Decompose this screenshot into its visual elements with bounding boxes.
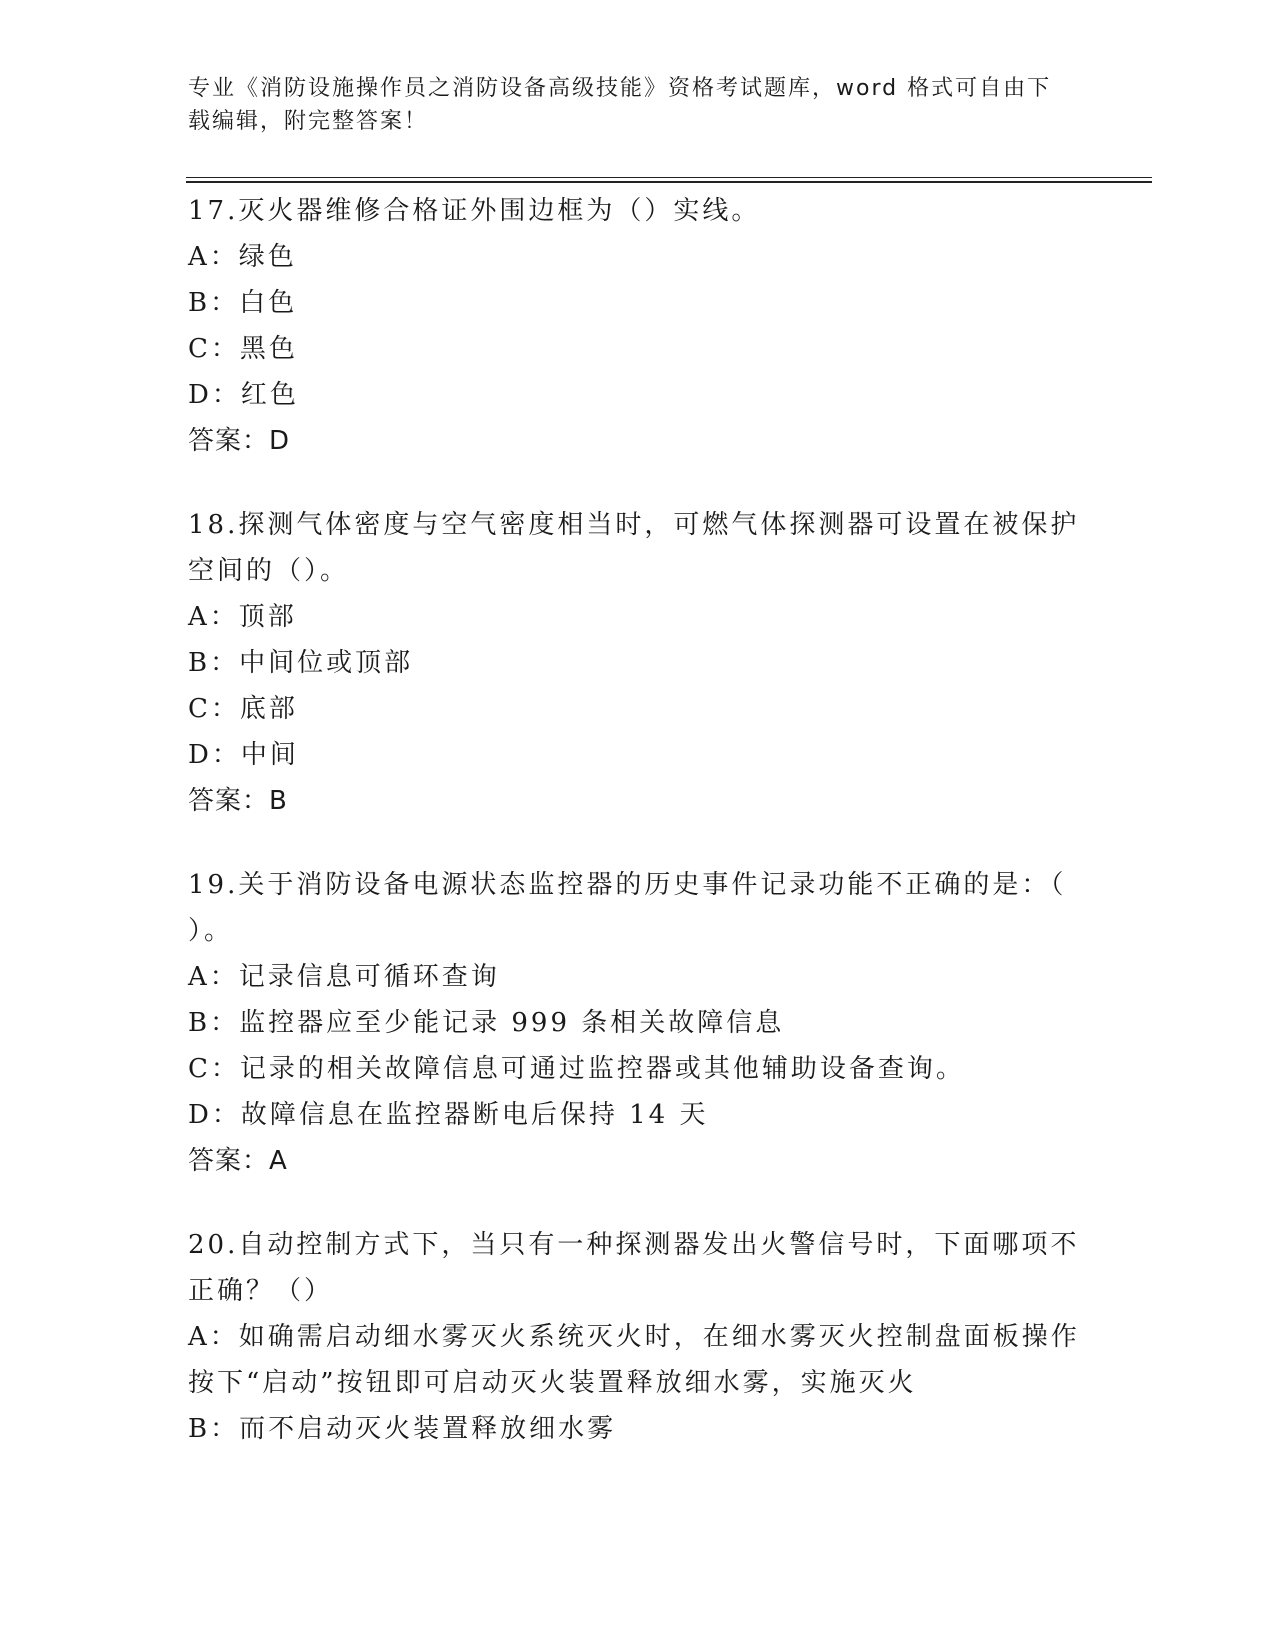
document-header <box>188 72 1078 138</box>
option-a-continued: 按下“启动”按钮即可启动灭火装置释放细水雾，实施灭火 <box>188 1368 917 1398</box>
header-divider-thin <box>186 177 1152 178</box>
option-c: C：记录的相关故障信息可通过监控器或其他辅助设备查询。 <box>188 1054 965 1084</box>
option-a: A：绿色 <box>188 242 297 272</box>
answer: 答案：A <box>188 1146 288 1176</box>
question-18 <box>188 502 1088 824</box>
option-d: D：故障信息在监控器断电后保持 14 天 <box>188 1100 709 1130</box>
option-b: B：白色 <box>188 288 298 318</box>
header-line-2: 载编辑，附完整答案！ <box>188 109 429 134</box>
question-stem-continued: 正确？（） <box>188 1276 334 1306</box>
option-d: D：红色 <box>188 380 299 410</box>
question-stem: 18.探测气体密度与空气密度相当时，可燃气体探测器可设置在被保护 <box>188 510 1080 540</box>
question-stem: 20.自动控制方式下，当只有一种探测器发出火警信号时，下面哪项不 <box>188 1230 1080 1260</box>
header-line-1: 专业《消防设施操作员之消防设备高级技能》资格考试题库，word 格式可自由下 <box>188 76 1052 101</box>
question-stem-continued: ）。 <box>188 916 234 946</box>
answer: 答案：D <box>188 426 291 456</box>
option-c: C：底部 <box>188 694 298 724</box>
option-b: B：而不启动灭火装置释放细水雾 <box>188 1414 617 1444</box>
option-c: C：黑色 <box>188 334 298 364</box>
header-divider-thick <box>186 181 1152 183</box>
question-20 <box>188 1222 1088 1452</box>
question-stem: 19.关于消防设备电源状态监控器的历史事件记录功能不正确的是：（ <box>188 870 1067 900</box>
option-a: A：顶部 <box>188 602 297 632</box>
answer: 答案：B <box>188 786 288 816</box>
question-19 <box>188 862 1088 1184</box>
question-stem-continued: 空间的（）。 <box>188 556 350 586</box>
option-a: A：记录信息可循环查询 <box>188 962 500 992</box>
option-a: A：如确需启动细水雾灭火系统灭火时，在细水雾灭火控制盘面板操作 <box>188 1322 1080 1352</box>
question-list <box>188 188 1088 1490</box>
question-17 <box>188 188 1088 464</box>
option-b: B：监控器应至少能记录 999 条相关故障信息 <box>188 1008 785 1038</box>
question-stem: 17.灭火器维修合格证外围边框为（）实线。 <box>188 196 761 226</box>
option-b: B：中间位或顶部 <box>188 648 414 678</box>
option-d: D：中间 <box>188 740 299 770</box>
